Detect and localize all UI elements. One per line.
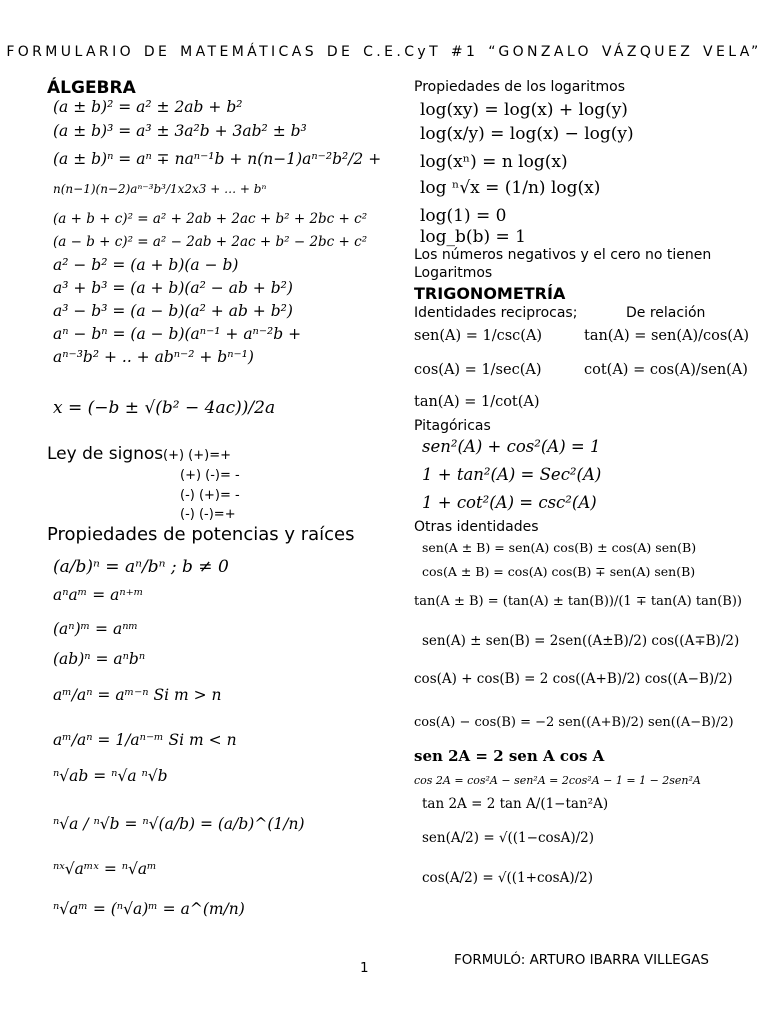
- log-note-line-1: Los números negativos y el cero no tienen: [414, 247, 712, 263]
- logaritmos-title: Propiedades de los logaritmos: [414, 79, 626, 95]
- other-identity-8: cos 2A = cos²A − sen²A = 2cos²A − 1 = 1 − 2sen²A: [414, 774, 701, 787]
- pitagoricas-label: Pitagóricas: [414, 418, 491, 434]
- algebra-formula-11: aⁿ⁻³b² + .. + abⁿ⁻² + bⁿ⁻¹): [53, 348, 254, 366]
- other-identity-10: sen(A/2) = √((1−cosA)/2): [422, 830, 594, 846]
- pythagorean-identity-1: sen²(A) + cos²(A) = 1: [422, 437, 601, 456]
- signos-title: Ley de signos: [47, 444, 164, 464]
- potencias-formula-5: aᵐ/aⁿ = aᵐ⁻ⁿ Si m > n: [53, 686, 222, 704]
- potencias-formula-7: ⁿ√ab = ⁿ√a ⁿ√b: [53, 767, 168, 785]
- reciprocal-identity-2: cos(A) = 1/sec(A): [414, 362, 542, 378]
- potencias-formula-6: aᵐ/aⁿ = 1/aⁿ⁻ᵐ Si m < n: [53, 731, 237, 749]
- page-number: 1: [360, 960, 369, 976]
- potencias-formula-8: ⁿ√a / ⁿ√b = ⁿ√(a/b) = (a/b)^(1/n): [53, 815, 305, 833]
- algebra-formula-9: a³ − b³ = (a − b)(a² + ab + b²): [53, 302, 293, 320]
- other-identity-9: tan 2A = 2 tan A/(1−tan²A): [422, 796, 609, 812]
- algebra-formula-4: n(n−1)(n−2)aⁿ⁻³b³/1x2x3 + … + bⁿ: [53, 182, 267, 196]
- other-identity-3: tan(A ± B) = (tan(A) ± tan(B))/(1 ∓ tan(A) tan(B)): [414, 594, 742, 609]
- algebra-formula-2: (a ± b)³ = a³ ± 3a²b + 3ab² ± b³: [53, 122, 307, 140]
- algebra-formula-3: (a ± b)ⁿ = aⁿ ∓ naⁿ⁻¹b + n(n−1)aⁿ⁻²b²/2 +: [53, 150, 382, 168]
- relation-identity-2: cot(A) = cos(A)/sen(A): [584, 362, 748, 378]
- algebra-formula-1: (a ± b)² = a² ± 2ab + b²: [53, 98, 243, 116]
- log-formula-5: log(1) = 0: [420, 206, 507, 226]
- log-note-line-2: Logaritmos: [414, 265, 493, 281]
- pythagorean-identity-2: 1 + tan²(A) = Sec²(A): [422, 465, 602, 484]
- log-formula-1: log(xy) = log(x) + log(y): [420, 100, 628, 120]
- potencias-formula-4: (ab)ⁿ = aⁿbⁿ: [53, 650, 146, 668]
- other-identity-6: cos(A) − cos(B) = −2 sen((A+B)/2) sen((A−B)/2): [414, 715, 734, 730]
- trigonometria-title: TRIGONOMETRÍA: [414, 284, 566, 303]
- log-formula-6: log_b(b) = 1: [420, 227, 526, 247]
- reciprocal-identity-1: sen(A) = 1/csc(A): [414, 328, 543, 344]
- otras-label: Otras identidades: [414, 519, 539, 535]
- potencias-formula-9: ⁿˣ√aᵐˣ = ⁿ√aᵐ: [53, 860, 157, 878]
- algebra-formula-8: a³ + b³ = (a + b)(a² − ab + b²): [53, 279, 293, 297]
- signos-rule-2: (+) (-)= -: [180, 468, 240, 483]
- other-identity-11: cos(A/2) = √((1+cosA)/2): [422, 870, 594, 886]
- relation-identity-1: tan(A) = sen(A)/cos(A): [584, 328, 750, 344]
- quadratic-formula: x = (−b ± √(b² − 4ac))/2a: [53, 398, 276, 418]
- other-identity-4: sen(A) ± sen(B) = 2sen((A±B)/2) cos((A∓B)/2): [422, 633, 740, 649]
- other-identity-7: sen 2A = 2 sen A cos A: [414, 747, 605, 765]
- algebra-formula-7: a² − b² = (a + b)(a − b): [53, 256, 239, 274]
- potencias-formula-3: (aⁿ)ᵐ = aⁿᵐ: [53, 620, 138, 638]
- footer-author: FORMULÓ: ARTURO IBARRA VILLEGAS: [454, 952, 709, 968]
- signos-rule-3: (-) (+)= -: [180, 488, 240, 503]
- other-identity-1: sen(A ± B) = sen(A) cos(B) ± cos(A) sen(B): [422, 540, 697, 555]
- potencias-title: Propiedades de potencias y raíces: [47, 524, 355, 545]
- log-formula-3: log(xⁿ) = n log(x): [420, 152, 568, 172]
- relacion-label: De relación: [626, 305, 706, 321]
- signos-rule-1: (+) (+)=+: [163, 448, 231, 463]
- signos-rule-4: (-) (-)=+: [180, 507, 236, 522]
- algebra-formula-10: aⁿ − bⁿ = (a − b)(aⁿ⁻¹ + aⁿ⁻²b +: [53, 325, 302, 343]
- log-formula-2: log(x/y) = log(x) − log(y): [420, 124, 634, 144]
- other-identity-5: cos(A) + cos(B) = 2 cos((A+B)/2) cos((A−B)/2): [414, 671, 733, 687]
- algebra-title: ÁLGEBRA: [47, 78, 136, 98]
- algebra-formula-6: (a − b + c)² = a² − 2ab + 2ac + b² − 2bc + c²: [53, 234, 368, 250]
- document-header: FORMULARIO DE MATEMÁTICAS DE C.E.CyT #1 “GONZALO VÁZQUEZ VELA”: [6, 44, 762, 60]
- reciprocas-label: Identidades reciprocas;: [414, 305, 578, 321]
- potencias-formula-10: ⁿ√aᵐ = (ⁿ√a)ᵐ = a^(m/n): [53, 900, 245, 918]
- potencias-formula-2: aⁿaᵐ = aⁿ⁺ᵐ: [53, 586, 144, 604]
- log-formula-4: log ⁿ√x = (1/n) log(x): [420, 178, 601, 198]
- reciprocal-identity-3: tan(A) = 1/cot(A): [414, 394, 540, 410]
- other-identity-2: cos(A ± B) = cos(A) cos(B) ∓ sen(A) sen(B): [422, 564, 696, 579]
- potencias-formula-1: (a/b)ⁿ = aⁿ/bⁿ ; b ≠ 0: [53, 557, 229, 577]
- pythagorean-identity-3: 1 + cot²(A) = csc²(A): [422, 493, 597, 512]
- algebra-formula-5: (a + b + c)² = a² + 2ab + 2ac + b² + 2bc + c²: [53, 211, 368, 227]
